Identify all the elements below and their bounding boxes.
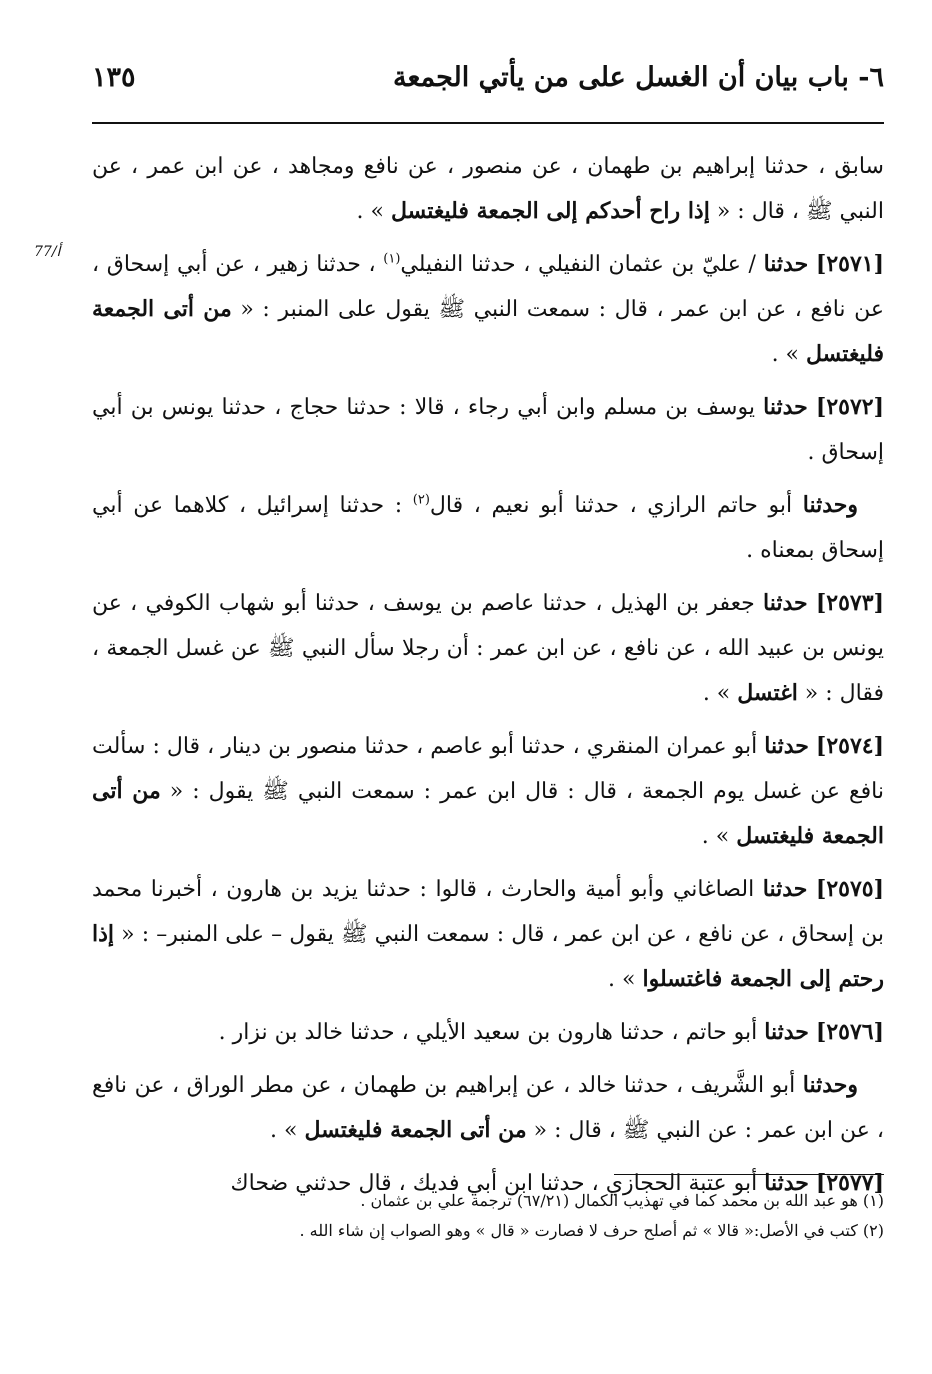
chapter-title: ٦- باب بيان أن الغسل على من يأتي الجمعة xyxy=(392,62,884,93)
paragraph: وحدثنا أبو حاتم الرازي ، حدثنا أبو نعيم ، قال$^{(٢)}$ : حدثنا إسرائيل ، كلاهما عن أبي إسحاق بمعناه . xyxy=(92,492,884,563)
hadith-text-body xyxy=(92,144,884,1214)
page-number: ١٣٥ xyxy=(92,62,136,93)
hadith-quote: اغتسل xyxy=(737,680,798,706)
hadith-quote: إذا رحتم إلى الجمعة فاغتسلوا xyxy=(92,921,884,992)
paragraph: وحدثنا أبو الشَّريف ، حدثنا خالد ، عن إبراهيم بن طهمان ، عن مطر الوراق ، عن نافع ، عن ابن عمر : عن النبي ﷺ ، قال : « من أتى الجمعة فليغتسل » . xyxy=(92,1072,884,1143)
hadith-2572: [٢٥٧٢] حدثنا يوسف بن مسلم وابن أبي رجاء ، قالا : حدثنا حجاج ، حدثنا يونس بن أبي إسحاق . xyxy=(92,394,884,465)
footnotes xyxy=(92,1186,884,1246)
hadith-2571: [٢٥٧١] حدثنا / عليّ بن عثمان النفيلي ، حدثنا النفيلي$^{(١)}$ ، حدثنا زهير ، عن أبي إسحاق ، عن نافع ، عن ابن عمر ، قال : سمعت النبي ﷺ يقول على المنبر : « من أتى الجمعة فليغتسل » . xyxy=(92,251,885,367)
hadith-quote: من أتى الجمعة فليغتسل xyxy=(92,778,884,849)
header-rule xyxy=(92,122,884,124)
hadith-number: [٢٥٧٤] xyxy=(815,733,884,759)
page-header xyxy=(92,62,884,110)
hadith-number: [٢٥٧٣] xyxy=(815,590,884,616)
footnote: (٢) كتب في الأصل:« قالا » ثم أصلح حرف لا فصارت « قال » وهو الصواب إن شاء الله . xyxy=(299,1221,884,1240)
hadith-quote: من أتى الجمعة فليغتسل xyxy=(304,1117,527,1143)
hadith-2575: [٢٥٧٥] حدثنا الصاغاني وأبو أمية والحارث ، قالوا : حدثنا يزيد بن هارون ، أخبرنا محمد بن إسحاق ، عن نافع ، عن ابن عمر ، قال : سمعت النبي ﷺ يقول – على المنبر– : « إذا رحتم إلى الجمعة فاغتسلوا » . xyxy=(92,876,885,992)
hadith-number: [٢٥٧١] xyxy=(815,251,885,277)
hadith-number: [٢٥٧٧] xyxy=(815,1170,884,1196)
hadith-2576: [٢٥٧٦] حدثنا أبو حاتم ، حدثنا هارون بن سعيد الأيلي ، حدثنا خالد بن نزار . xyxy=(218,1019,884,1045)
hadith-quote: إذا راح أحدكم إلى الجمعة فليغتسل xyxy=(390,198,710,224)
footnote-rule xyxy=(614,1174,884,1175)
hadith-2574: [٢٥٧٤] حدثنا أبو عمران المنقري ، حدثنا أبو عاصم ، حدثنا منصور بن دينار ، قال : سألت نافع عن غسل يوم الجمعة ، قال : قال ابن عمر : سمعت النبي ﷺ يقول : « من أتى الجمعة فليغتسل » . xyxy=(92,733,884,849)
hadith-number: [٢٥٧٢] xyxy=(815,394,884,420)
hadith-number: [٢٥٧٦] xyxy=(815,1019,884,1045)
margin-folio-note: 77/أ xyxy=(34,244,61,260)
paragraph: سابق ، حدثنا إبراهيم بن طهمان ، عن منصور ، عن نافع ومجاهد ، عن ابن عمر ، عن النبي ﷺ ، قال : « إذا راح أحدكم إلى الجمعة فليغتسل » . xyxy=(92,154,884,224)
footnote: (١) هو عبد الله بن محمد كما في تهذيب الكمال (٦٧/٢١) ترجمة علي بن عثمان . xyxy=(360,1191,884,1210)
footnote-ref: (١) xyxy=(383,251,401,267)
hadith-number: [٢٥٧٥] xyxy=(815,876,885,902)
hadith-2577: [٢٥٧٧] حدثنا أبو عتبة الحجازي ، حدثنا ابن أبي فديك ، قال حدثني ضحاك xyxy=(230,1170,884,1196)
hadith-quote: من أتى الجمعة فليغتسل xyxy=(92,296,884,367)
footnote-ref: (٢) xyxy=(412,492,430,508)
hadith-2573: [٢٥٧٣] حدثنا جعفر بن الهذيل ، حدثنا عاصم بن يوسف ، حدثنا أبو شهاب الكوفي ، عن يونس بن عبيد الله ، عن نافع ، عن ابن عمر : أن رجلا سأل النبي ﷺ عن غسل الجمعة ، فقال : « اغتسل » . xyxy=(92,590,884,706)
